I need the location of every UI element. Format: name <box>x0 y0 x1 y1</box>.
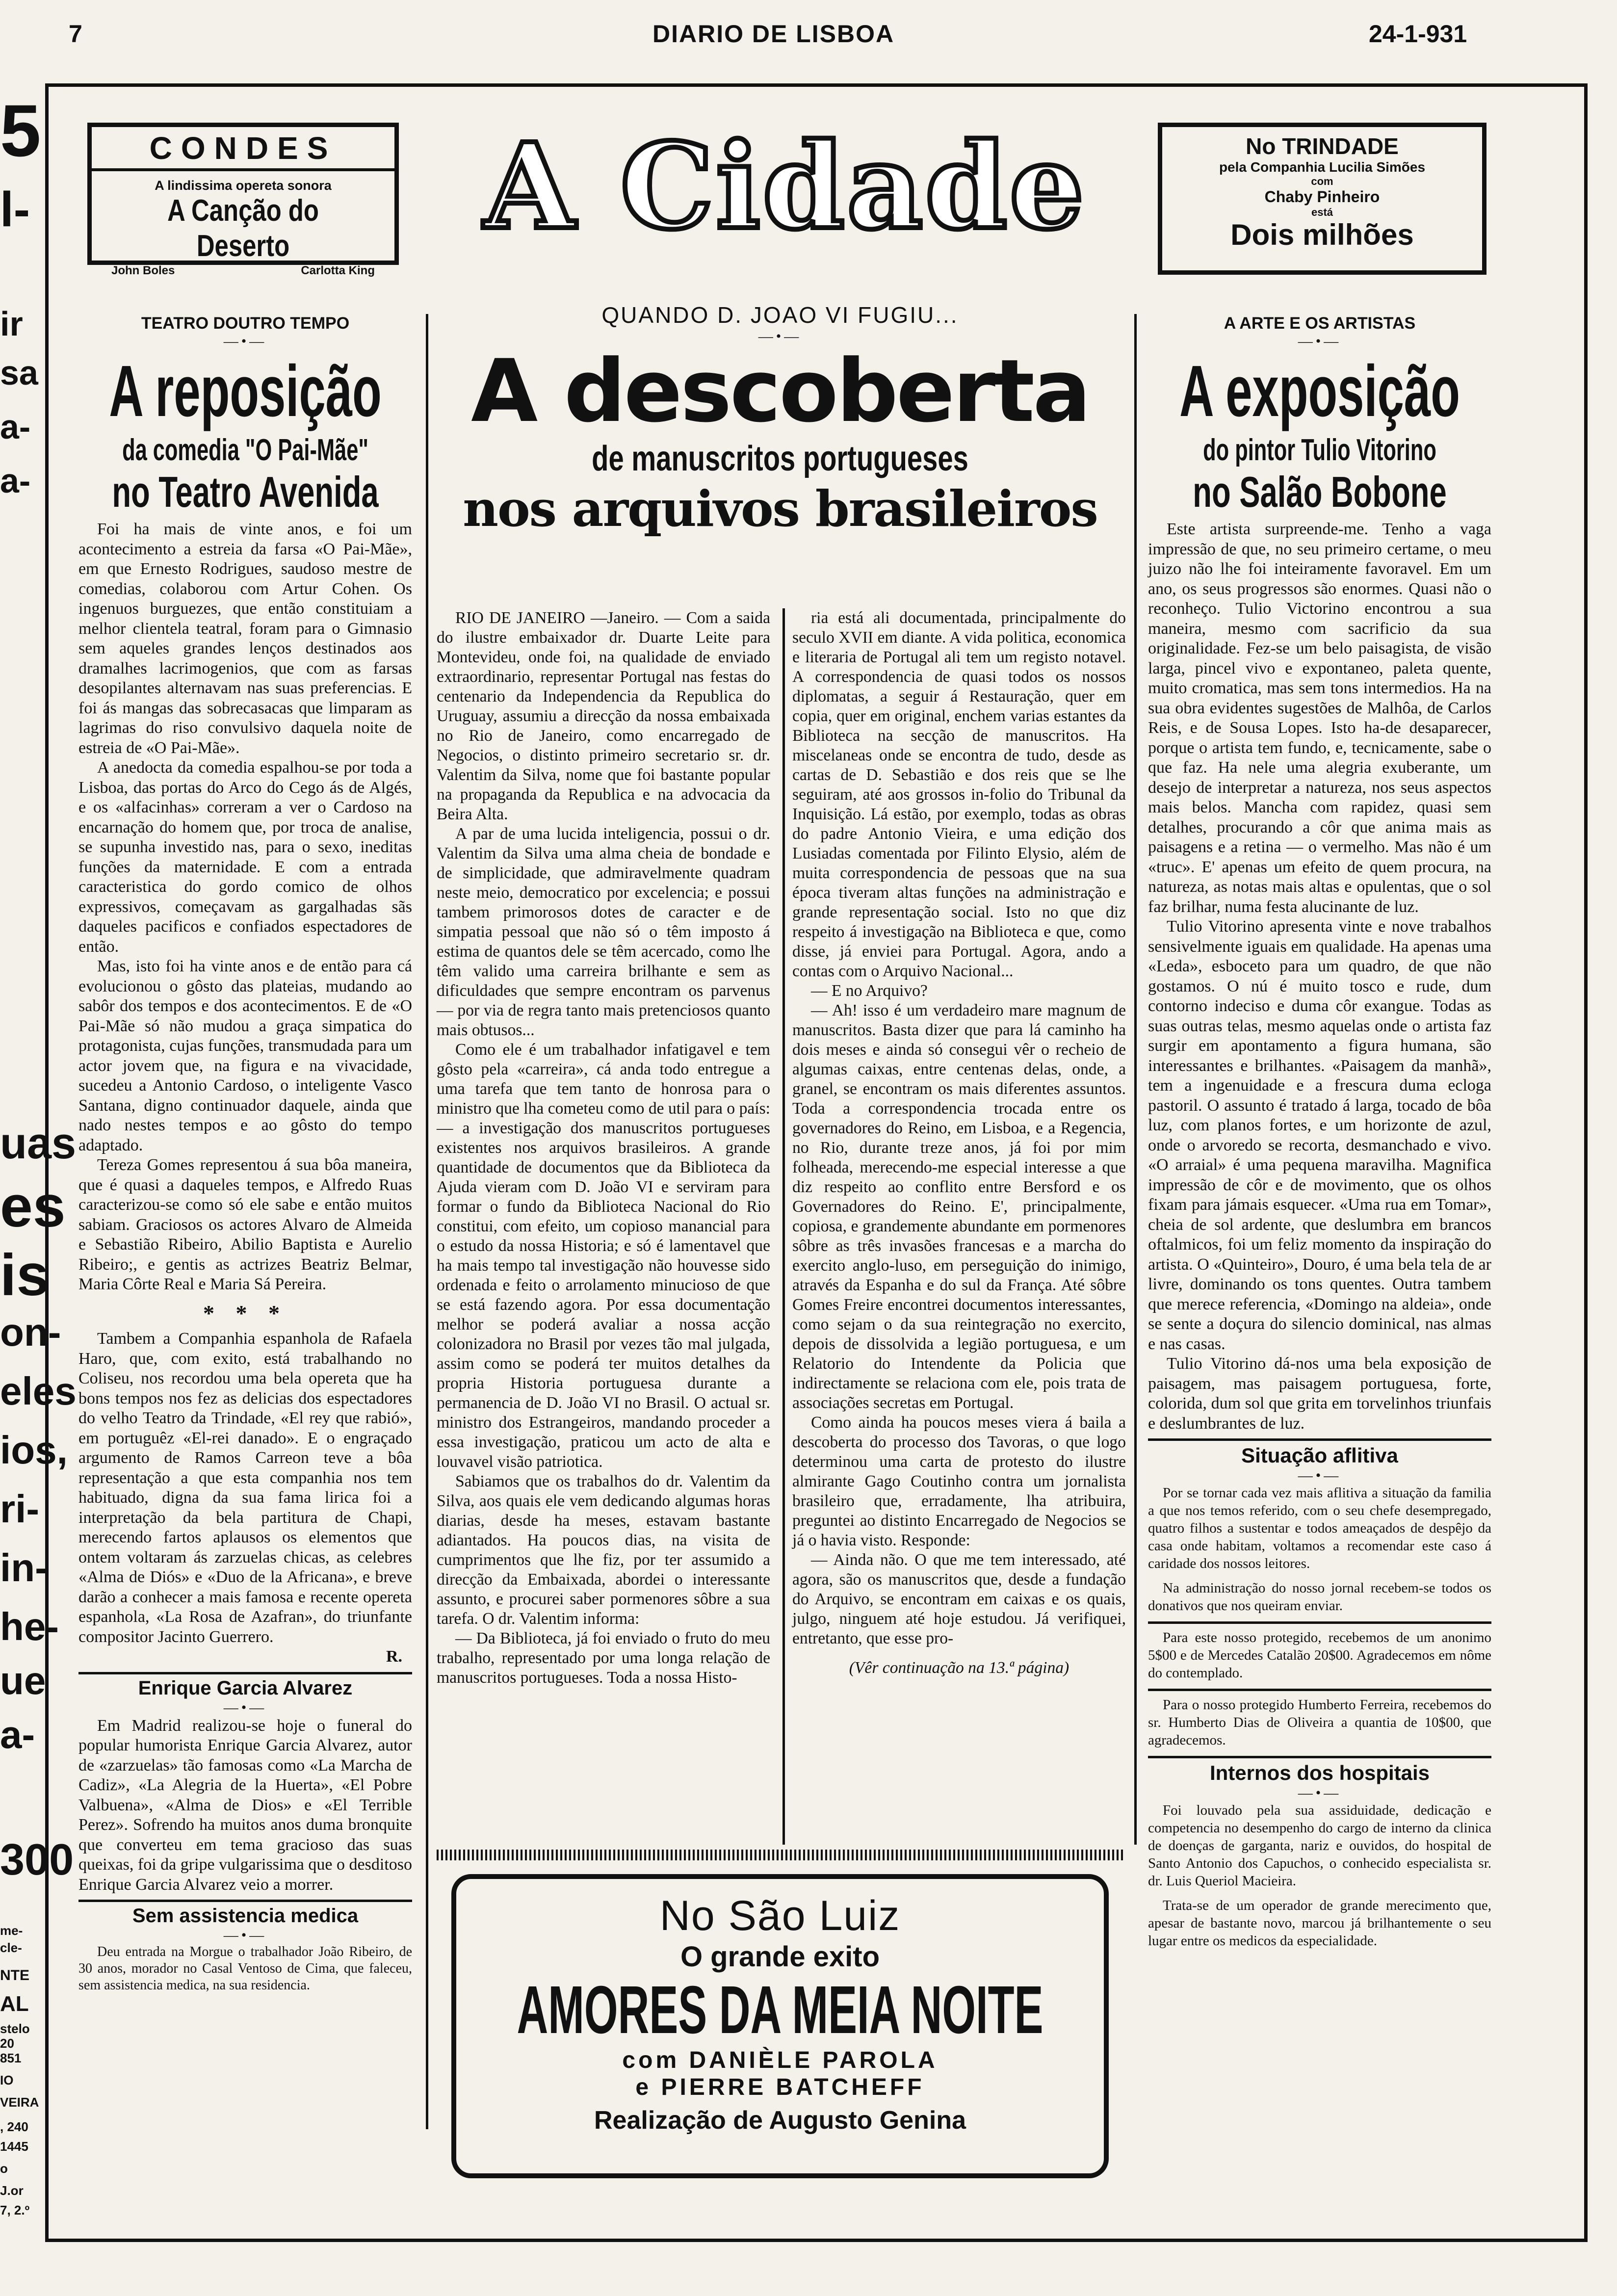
ad-trindade-line5: Dois milhões <box>1230 218 1414 251</box>
obituary-text: Em Madrid realizou-se hoje o funeral do popular humorista Enrique Garcia Alvarez, autor de «zarzuelas» tão famosas como «La Marcha de Cadiz», «La Alegria de la Huerta», «El Pobre Valbuena», «Alma de Dios» e «El Terrible Perez». Sofrendo ha muitos anos duma bronquite que converteu em tema gracioso das suas queixas, foi da gripe vulgarissima que o desditoso Enrique Garcia Alvarez veio a morrer. <box>78 1716 412 1894</box>
edge-frag: J.or <box>0 2183 24 2198</box>
ad-sao-luiz-line4: com DANIÈLE PAROLA <box>622 2047 938 2073</box>
paragraph: — E no Arquivo? <box>811 982 928 1000</box>
divider <box>78 1672 412 1674</box>
paragraph: Foi ha mais de vinte anos, e foi um acontecimento a estreia da farsa «O Pai-Mãe», em que Ernesto Rodrigues, saudoso mestre de comedias, colaborou com Artur Cohen. Os ingenuos burguezes, que então constituiam a melhor clientela teatral, foram para o Gimnasio sem aqueles grandes lenços destinados aos dramalhes lacrimogenios, que com as farsas desopilantes alternavam nas suas preferencias. E foi ás mangas das sobrecasacas que limparam as lagrimas do riso convulsivo daquela noite de estreia de «O Pai-Mãe». <box>78 520 412 757</box>
edge-frag: a- <box>0 408 31 446</box>
right-headline: A exposição <box>1179 351 1460 432</box>
center-column-2 <box>792 608 1126 1678</box>
column-rule <box>1134 314 1137 1845</box>
paragraph: Como ainda ha poucos meses viera á baila a descoberta do processo dos Tavoras, o que logo determinou uma carta de protesto do ilustre almirante Gago Coutinho contra um jornalista brasileiro que, erradamente, lha atribuira, preguntei ao distinto Encarregado de Negocios se já o havia visto. Responde: <box>792 1413 1126 1549</box>
left-article <box>78 314 412 1994</box>
ad-condes <box>87 123 399 277</box>
center-headline: A descoberta <box>471 341 1089 442</box>
ad-sao-luiz-line6: Realização de Augusto Genina <box>594 2106 966 2135</box>
edge-frag: a- <box>0 1713 35 1756</box>
left-subheadline: da comedia "O Pai-Mãe" <box>122 433 368 467</box>
column-rule <box>426 314 428 2129</box>
paragraph: Tereza Gomes representou á sua bôa maneira, que é quasi a daqueles tempos, e Alfredo Ruas caracterizou-se como só ele sabe e então muitos sabiam. Graciosos os actores Alvaro de Almeida e Sebastião Ribeiro, Abilio Baptista e Aurelio Ribeiro;, e gentis as actrizes Beatriz Belmar, Maria Côrte Real e Maria Sá Pereira. <box>78 1156 412 1293</box>
edge-frag: 300 <box>0 1835 74 1884</box>
afflict-text: Na administração do nosso jornal recebem-se todos os donativos que nos queiram enviar. <box>1148 1580 1491 1614</box>
divider <box>1148 1756 1491 1758</box>
edge-frag: ios, <box>0 1428 68 1472</box>
obituary-title: Enrique Garcia Alvarez <box>138 1677 353 1699</box>
paragraph: Como ele é um trabalhador infatigavel e tem gôsto pela «carreira», cá anda todo entregue a uma tarefa que tem tanto de honrosa para o ministro que lha cometeu como de util para o país: — a investigação dos manuscritos portugueses existentes nos arquivos brasileiros. A grande quantidade de documentos que da Biblioteca da Ajuda vieram com D. João VI e serviram para formar o fundo da Biblioteca Nacional do Rio constitui, com efeito, um copioso manancial para o estudo da nossa Historia; e só é lamentavel que ha mais tempo tal investigação não houvesse sido ordenada e feito o arrolamento minucioso de que se está fazendo agora. Por essa documentação melhor se poderá avaliar a nossa acção colonizadora no Brasil por vezes tão mal julgada, assim como se poderá ter muitos detalhes da propria Historia portuguesa durante a permanencia de D. João VI no Brasil. O actual sr. ministro dos Estrangeiros, mandando proceder a essa investigação, praticou um acto de alta e louvavel visão patriotica. <box>437 1041 770 1471</box>
ad-trindade-line2: com <box>1311 175 1333 187</box>
ad-condes-title: CONDES <box>92 127 394 171</box>
page-number: 7 <box>69 20 82 48</box>
edge-frag: cle- <box>0 1940 22 1955</box>
edge-frag: eles <box>0 1369 77 1413</box>
ornament: —•— <box>1298 333 1342 349</box>
ad-trindade-title: No TRINDADE <box>1246 133 1399 159</box>
center-column-1 <box>437 608 770 1688</box>
right-article <box>1148 314 1491 1957</box>
paragraph: Tulio Vitorino dá-nos uma bela exposição de paisagem, mas paisagem portuguesa, forte, colorida, dum sol que grita em torvelinhos triunfais e deslumbrantes de luz. <box>1148 1355 1491 1433</box>
right-body <box>1148 520 1491 1434</box>
edge-frag: IO <box>0 2073 14 2087</box>
center-kicker: QUANDO D. JOAO VI FUGIU... <box>601 302 959 328</box>
right-subheadline: do pintor Tulio Vitorino <box>1203 433 1436 467</box>
ornament: —•— <box>758 328 802 344</box>
issue-date: 24-1-931 <box>1369 20 1467 48</box>
edge-frag: he- <box>0 1605 59 1648</box>
edge-frag: 1445 <box>0 2139 28 2154</box>
edge-frag: 20 <box>0 2036 14 2051</box>
left-kicker: TEATRO DOUTRO TEMPO <box>141 314 350 333</box>
ornament: —•— <box>1298 1467 1342 1484</box>
edge-frag: ue <box>0 1659 46 1702</box>
ad-trindade <box>1158 123 1487 275</box>
afflict-text: Por se tornar cada vez mais aflitiva a situação da familia a que nos temos referido, com o seu chefe desempregado, quatro filhos a sustentar e todos ameaçados de despêjo da casa onde habitam, voltamos a recomendar este caso á caridade dos nossos leitores. <box>1148 1485 1491 1571</box>
paragraph: A par de uma lucida inteligencia, possui o dr. Valentim da Silva uma alma cheia de bondade e de simplicidade, que admiravelmente quadram neste meio, democratico por excelencia; e possui tambem primorosos dotes de caracter e de simpatia pessoal que não só o têm imposto á estima de quantos dele se têm acercado, como lhe têm valido uma carreira brilhante e sem as dificuldades que sempre encontram os parvenus — por via de regra tanto mais pretenciosos quanto mais obtusos... <box>437 825 770 1039</box>
divider <box>1148 1438 1491 1441</box>
column-rule <box>782 608 785 1845</box>
article-signature: R. <box>386 1647 402 1666</box>
edge-frag: 7, 2.º <box>0 2203 30 2218</box>
ad-condes-actor-left: John Boles <box>111 264 175 277</box>
edge-frag: sa <box>0 354 38 392</box>
paragraph: A anedocta da comedia espalhou-se por toda a Lisboa, das portas do Arco do Cego ás de Algés, e os «alfacinhas» correram a ver o Cardoso na encarnação do homem que, por troca de analise, se supunha investido nas, para o sexo, ineditas funções da maternidade. E com a entrada caracteristica do gordo comico de olhos expressivos, começavam as gargalhadas sãs daqueles pacificos e confiados espectadores de então. <box>78 758 412 956</box>
edge-frag: a- <box>0 462 31 500</box>
ornament: —•— <box>223 1699 267 1716</box>
newspaper-name: DIARIO DE LISBOA <box>652 20 895 48</box>
left-headline: A reposição <box>109 351 382 432</box>
divider <box>1148 1621 1491 1624</box>
ad-trindade-line1: pela Companhia Lucilia Simões <box>1219 159 1426 175</box>
divider <box>78 1900 412 1902</box>
section-stars: * * * <box>203 1300 287 1326</box>
edge-frag: 5 <box>0 89 41 172</box>
paragraph: — Da Biblioteca, já foi enviado o fruto do meu trabalho, representado por uma longa relação de manuscritos portugueses. Toda a nossa Histo- <box>437 1629 770 1687</box>
ad-sao-luiz-line2: O grande exito <box>680 1941 880 1973</box>
ad-sao-luiz <box>451 1874 1109 2178</box>
ad-sao-luiz-line1: No São Luiz <box>659 1892 901 1939</box>
edge-frag: VEIRA <box>0 2095 39 2110</box>
ornament: —•— <box>223 333 267 349</box>
left-headline-3: no Teatro Avenida <box>112 468 379 516</box>
ad-trindade-line3: Chaby Pinheiro <box>1264 188 1380 206</box>
afflict-title: Situação aflitiva <box>1241 1444 1398 1467</box>
ad-trindade-line4: está <box>1311 206 1333 218</box>
edge-frag: on- <box>0 1310 61 1354</box>
divider <box>1148 1689 1491 1691</box>
edge-frag: ri- <box>0 1487 39 1531</box>
center-headline-3: nos arquivos brasileiros <box>463 480 1097 538</box>
edge-frag: 851 <box>0 2051 22 2065</box>
medical-text: Deu entrada na Morgue o trabalhador João Ribeiro, de 30 anos, morador no Casal Ventoso de Cima, que faleceu, sem assistencia medica, na sua residencia. <box>78 1944 412 1993</box>
continuation-note: (Vêr continuação na 13.ª página) <box>849 1659 1069 1677</box>
edge-frag: ir <box>0 305 23 343</box>
edge-frag: , 240 <box>0 2119 28 2134</box>
center-article <box>437 302 1123 538</box>
hospital-text: Trata-se de um operador de grande merecimento que, apesar de bastante novo, marcou já brilhantemente o seu lugar entre os medicos da especialidade. <box>1148 1898 1491 1949</box>
edge-frag: o <box>0 2161 8 2176</box>
decorative-border <box>437 1850 1123 1860</box>
edge-frag: is <box>0 1242 50 1308</box>
edge-frag: uas <box>0 1119 77 1168</box>
ornament: —•— <box>1298 1785 1342 1801</box>
donation-note: Para este nosso protegido, recebemos de um anonimo 5$00 e de Mercedes Catalão 20$00. Agradecemos em nôme do contemplado. <box>1148 1630 1491 1681</box>
right-headline-3: no Salão Bobone <box>1193 468 1447 516</box>
paragraph: Mas, isto foi ha vinte anos e de então para cá evolucionou o gôsto das plateias, mudando ao sabôr dos tempos e dos acontecimentos. E de «O Pai-Mãe só não mudou a graça simpatica do protagonista, cujas funções, transmudada para um actor jovem que, na figura e na vivacidade, sucedeu a Antonio Cardoso, o inteligente Vasco Santana, digno continuador daquele, ainda que nado nestes tempos e ao gôsto do tempo adaptado. <box>78 957 412 1154</box>
edge-frag: me- <box>0 1923 23 1938</box>
paragraph: RIO DE JANEIRO —Janeiro. — Com a saida do ilustre embaixador dr. Duarte Leite para Montevideu, onde foi, na qualidade de enviado extraordinario, representar Portugal nas festas do centenario da Independencia da Republica do Uruguay, assumiu a direcção da nossa embaixada no Rio de Janeiro, como encarregado de Negocios, o distinto primeiro secretario sr. dr. Valentim da Silva, nome que foi bastante popular na propaganda da Republica e na advocacia da Beira Alta. <box>437 609 770 823</box>
paragraph: Sabiamos que os trabalhos do dr. Valentim da Silva, aos quais ele vem dedicando algumas horas diarias, desde ha meses, estavam bastante adiantados. Ha poucos dias, na visita de cumprimentos que lhe fiz, por ter assumido a direcção da Embaixada, abordei o interessante assunto, e procurei saber pormenores sôbre a sua tarefa. O dr. Valentim informa: <box>437 1472 770 1628</box>
medical-title: Sem assistencia medica <box>132 1905 359 1927</box>
edge-frag: AL <box>0 1992 29 2016</box>
hospital-title: Internos dos hospitais <box>1209 1761 1430 1784</box>
edge-frag: stelo <box>0 2021 30 2036</box>
center-subheadline: de manuscritos portugueses <box>592 439 968 478</box>
edge-frag: in- <box>0 1546 48 1590</box>
ad-sao-luiz-title: AMORES DA MEIA NOITE <box>517 1972 1043 2048</box>
ad-condes-line2: A Canção do Deserto <box>167 194 319 263</box>
paragraph: Tambem a Companhia espanhola de Rafaela Haro, que, com exito, está trabalhando no Coliseu, nos recordou uma bela opereta que ha bons tempos nos fez as delicias dos espectadores do velho Teatro da Trindade, «El rey que rabió», em portuguêz «El-rei danado». E o engraçado argumento de Ramos Carreon teve a bôa representação a que esta companhia nos tem habituado, digna da sua fama lirica foi a interpretação da bela partitura de Chapi, merecendo fartos aplausos os elementos que ontem voltaram ás zarzuelas chicas, as celebres «Alma de Diós» e «Duo de la Africana», e breve darão a conhecer a mais famosa e recente opereta espanhola, «La Rosa de Azafran», do triunfante compositor Jacinto Guerrero. <box>78 1330 412 1646</box>
ornament: —•— <box>223 1927 267 1943</box>
edge-frag: l- <box>0 182 30 237</box>
paragraph: Tulio Vitorino apresenta vinte e nove trabalhos sensivelmente iguais em qualidade. Ha apenas uma «Leda», esboceto para um quadro, de que não gostamos. O nú é muito tosco e rude, dum contorno indeciso e duma côr exangue. Todas as suas outras telas, mesmo aquelas onde o artista faz surgir em apontamento a figura humana, são interessantes e brilhantes. «Paisagem da manhã», tem a ingenuidade e a frescura duma ecloga pastoril. O assunto é tratado á larga, tocado de bôa luz, com planos fortes, e um horizonte de azul, onde o arvoredo se recorta, desmanchado e vivo. «O arraial» é uma pequena maravilha. Magnifica impressão de côr e de movimento, que os olhos fixam para jámais esquecer. «Uma rua em Tomar», cheia de sol ardente, que deslumbra em brancos oftalmicos, foi um feliz momento da inspiração do artista. O «Quinteiro», Douro, é uma bela tela de ar livre, dominando os tons quentes. Outra tambem que merece referencia, «Domingo na aldeia», onde se sente a doçura do silencio dominical, nas almas e nas casas. <box>1148 917 1491 1353</box>
paragraph: ria está ali documentada, principalmente do seculo XVII em diante. A vida politica, economica e literaria de Portugal ali tem um registo notavel. A correspondencia de quasi todos os nossos diplomatas, a seguir á Restauração, quer em copia, quer em original, enchem varias estantes da Biblioteca na secção de manuscritos. Ha miscelaneas onde se encontra de tudo, desde as cartas de D. Sebastião e dos reis que se lhe seguiram, até aos grossos in-folio do Tribunal da Inquisição. Lá estão, por exemplo, todas as obras do padre Antonio Vieira, e uma edição dos Lusiadas comentada por Filinto Elysio, além de muita correspondencia de pessoas que na sua época tiveram altas funções na administração e grande representação social. Isto no que diz respeito á investigação na Biblioteca e que, como disse, já enviei para Portugal. Agora, ando a contas com o Arquivo Nacional... <box>792 609 1126 980</box>
donation-note: Para o nosso protegido Humberto Ferreira, recebemos do sr. Humberto Dias de Oliveira a quantia de 10$00, que agradecemos. <box>1148 1697 1491 1748</box>
left-body <box>78 520 412 1667</box>
edge-frag: NTE <box>0 1967 29 1983</box>
masthead: A Cidade <box>484 117 1086 256</box>
ad-condes-line1: A lindissima opereta sonora <box>155 178 332 193</box>
paragraph: — Ainda não. O que me tem interessado, até agora, são os manuscritos que, desde a fundação do Arquivo, se encontram em caixas e os quais, julgo, ninguem até hoje estudou. Já verifiquei, entretanto, que esse pro- <box>792 1551 1126 1647</box>
paragraph: Este artista surpreende-me. Tenho a vaga impressão de que, no seu primeiro certame, o meu juizo não lhe foi inteiramente favoravel. Em um ano, os seus progressos são enormes. Quasi não o reconheço. Tulio Victorino encontrou a sua maneira, mesmo com sacrificio da sua originalidade. Fez-se um belo paisagista, de visão larga, pincel vivo e expontaneo, paleta quente, muito cromatica, mas sem tons intermedios. Ha na sua obra evidentes sugestões de Malhôa, de Carlos Reis, e de Sousa Lopes. Isto ha-de desaparecer, porque o artista tem fundo, e, tecnicamente, sabe o que faz. Ha nele uma alegria exuberante, um desejo de interpretar a natureza, nos seus aspectos mais belos. Mancha com rapidez, quasi sem detalhes, procurando a côr que anima mais as paisagens e a retina — o vermelho. Mas não é um «truc». E' apenas um efeito de quem procura, na natureza, as notas mais altas e opulentas, que o sol faz brilhar, numa festa alucinante de luz. <box>1148 520 1491 916</box>
right-kicker: A ARTE E OS ARTISTAS <box>1224 314 1416 333</box>
paragraph: — Ah! isso é um verdadeiro mare magnum de manuscritos. Basta dizer que para lá caminho ha dois meses e ainda só consegui vêr o recheio de algumas caixas, entre centenas delas, onde, a granel, se encontram os mais diferentes assuntos. Toda a correspondencia trocada entre os governadores do Reino, em Lisboa, e a Regencia, no Rio, durante treze anos, já foi por mim folheada, merecendo-me especial interesse a que diz respeito ao conflito entre Bersford e os Governadores do Reino. E', principalmente, copiosa, e grandemente abundante em pormenores sôbre as três invasões francesas e a marcha do exercito anglo-luso, em perseguição do inimigo, através da Espanha e do sul da França. Até sôbre Gomes Freire encontrei documentos interessantes, como sejam o da sua reintegração no exercito, depois de dissolvida a legião portuguesa, e um Relatorio do Intendente da Policia que indirectamente se relaciona com ele, pois trata de associações secretas em Portugal. <box>792 1001 1126 1412</box>
edge-frag: es <box>0 1174 66 1239</box>
ad-condes-actor-right: Carlotta King <box>301 264 375 277</box>
hospital-text: Foi louvado pela sua assiduidade, dedicação e competencia no desempenho do cargo de interno da clinica de doenças de garganta, nariz e ouvidos, do hospital de Santo Antonio dos Capuchos, o conhecido especialista sr. dr. Luis Queriol Macieira. <box>1148 1802 1491 1889</box>
ad-sao-luiz-line5: e PIERRE BATCHEFF <box>635 2074 925 2100</box>
